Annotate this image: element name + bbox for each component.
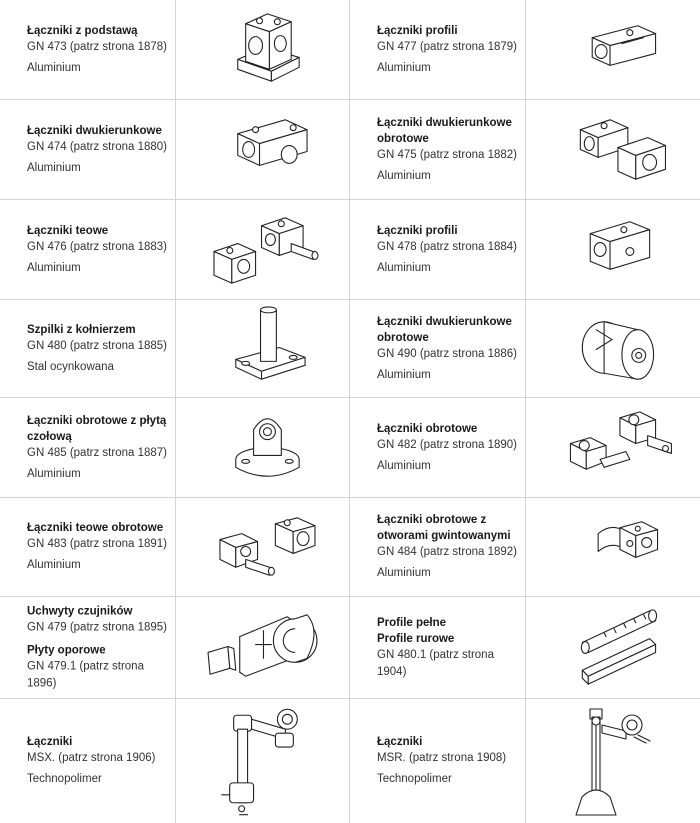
product-text-cell: [350, 398, 526, 497]
product-reference: GN 473 (patrz strona 1878): [27, 40, 167, 53]
swivel-tee-connector-icon: [176, 498, 350, 596]
product-title: Łączniki z podstawą: [27, 24, 138, 37]
profile-connector-icon: [526, 200, 700, 299]
product-title: Profile pełne: [377, 616, 447, 629]
table-row: [0, 498, 700, 597]
product-text-cell: [350, 0, 526, 99]
product-text-cell: [350, 200, 526, 299]
product-text-cell: [0, 300, 176, 397]
msx-assembly-icon: [176, 699, 350, 823]
two-way-connector-icon: [176, 100, 350, 199]
table-row: [0, 200, 700, 300]
product-title: Łączniki teowe: [27, 224, 109, 237]
product-reference: GN 490 (patrz strona 1886): [377, 347, 517, 360]
product-text-cell: [350, 300, 526, 397]
table-row: [0, 699, 700, 823]
product-reference: GN 483 (patrz strona 1891): [27, 538, 167, 550]
product-material: Stal ocynkowana: [27, 360, 114, 373]
product-title: Łączniki dwukierunkowe obrotowe: [377, 315, 512, 344]
product-text-cell: [350, 100, 526, 199]
table-row: [0, 300, 700, 398]
product-reference: GN 474 (patrz strona 1880): [27, 140, 167, 153]
base-connector-icon: [176, 0, 350, 99]
product-title: Łączniki teowe obrotowe: [27, 522, 164, 534]
product-reference: GN 479 (patrz strona 1895): [27, 621, 167, 633]
profile-connector-icon: [526, 0, 700, 99]
product-material: Aluminium: [27, 467, 81, 480]
product-text-cell: [0, 100, 176, 199]
product-material: Technopolimer: [377, 773, 452, 785]
product-title: Łączniki profili: [377, 224, 458, 237]
product-material: Aluminium: [27, 559, 81, 571]
product-title: Łączniki: [377, 736, 423, 748]
product-title: Łączniki obrotowe z otworami gwintowanymi: [377, 514, 511, 542]
threaded-swivel-connector-icon: [526, 498, 700, 596]
product-material: Aluminium: [377, 61, 431, 74]
table-row: [0, 398, 700, 498]
table-row: [0, 100, 700, 200]
product-text-cell: [350, 699, 526, 823]
product-text-cell: [0, 200, 176, 299]
product-text-cell: [350, 597, 526, 698]
table-row: [0, 597, 700, 699]
product-title: Łączniki profili: [377, 24, 458, 37]
product-title: Szpilki z kołnierzem: [27, 323, 136, 336]
product-material: Aluminium: [377, 368, 431, 381]
product-title: Łączniki dwukierunkowe: [27, 124, 162, 137]
product-reference: GN 475 (patrz strona 1882): [377, 148, 517, 161]
product-text-cell: [0, 699, 176, 823]
product-reference: GN 482 (patrz strona 1890): [377, 438, 517, 451]
product-material: Aluminium: [377, 567, 431, 579]
product-reference: GN 478 (patrz strona 1884): [377, 240, 517, 253]
product-reference: GN 480.1 (patrz strona 1904): [377, 648, 494, 678]
table-row: [0, 0, 700, 100]
product-title: Łączniki: [27, 736, 73, 748]
product-material: Aluminium: [27, 61, 81, 74]
msr-assembly-icon: [526, 699, 700, 823]
product-material: Aluminium: [377, 261, 431, 274]
product-text-cell: [0, 0, 176, 99]
product-material: Technopolimer: [27, 773, 102, 785]
product-reference: GN 477 (patrz strona 1879): [377, 40, 517, 53]
product-reference: GN 484 (patrz strona 1892): [377, 546, 517, 558]
round-swivel-connector-icon: [526, 300, 700, 397]
product-title: Uchwyty czujników: [27, 605, 133, 617]
product-title: Łączniki obrotowe: [377, 422, 478, 435]
product-reference: GN 480 (patrz strona 1885): [27, 339, 167, 352]
product-material: Aluminium: [27, 161, 81, 174]
product-reference: GN 485 (patrz strona 1887): [27, 446, 167, 459]
product-reference: GN 476 (patrz strona 1883): [27, 240, 167, 253]
profile-bars-icon: [526, 597, 700, 698]
product-material: Aluminium: [377, 459, 431, 472]
product-title: Łączniki dwukierunkowe obrotowe: [377, 116, 512, 145]
product-text-cell: [0, 498, 176, 596]
product-text-cell: [0, 597, 176, 698]
swivel-connector-icon: [526, 398, 700, 497]
product-reference: MSR. (patrz strona 1908): [377, 752, 507, 764]
tee-connector-icon: [176, 200, 350, 299]
product-material: Aluminium: [27, 261, 81, 274]
product-material: Aluminium: [377, 169, 431, 182]
flanged-pin-icon: [176, 300, 350, 397]
sensor-bracket-icon: [176, 597, 350, 698]
swivel-face-plate-icon: [176, 398, 350, 497]
product-text-cell: [350, 498, 526, 596]
product-title: Łączniki obrotowe z płytą czołową: [27, 414, 167, 443]
product-reference: MSX. (patrz strona 1906): [27, 752, 156, 764]
product-title-secondary: Płyty oporowe: [27, 644, 106, 656]
product-text-cell: [0, 398, 176, 497]
product-reference-secondary: GN 479.1 (patrz strona 1896): [27, 660, 144, 689]
product-title-secondary: Profile rurowe: [377, 632, 455, 645]
swivel-two-way-connector-icon: [526, 100, 700, 199]
